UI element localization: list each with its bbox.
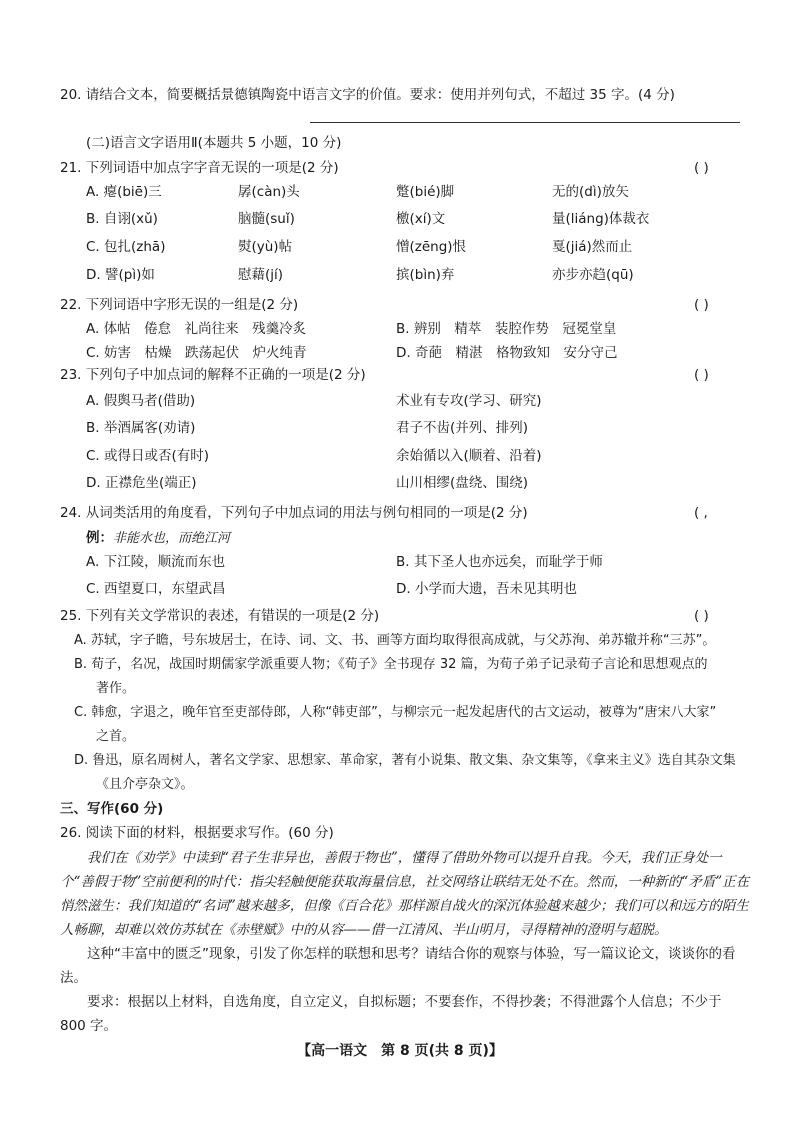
q24-option-d: D. 小学而大遗，吾未见其明也 [396, 581, 577, 597]
q21-option-d3: 摈(bìn)弃 [396, 267, 455, 283]
q23-option-c2: 余始循以入(顺着、沿着) [396, 448, 542, 464]
q23-option-d1: D. 正襟危坐(端正) [86, 475, 197, 491]
q25-option-d: D. 鲁迅，原名周树人，著名文学家、思想家、革命家，著有小说集、散文集、杂文集等，《拿来主义》选自其杂文集 [74, 753, 736, 768]
q21-option-a3: 蹩(bié)脚 [396, 184, 455, 200]
q21-option-a1: A. 瘪(biē)三 [86, 184, 162, 200]
section-3-header: 三、写作(60 分) [60, 801, 164, 817]
q22-option-a: A. 体帖 倦怠 礼尚往来 残羹冷炙 [86, 321, 307, 337]
q21-option-d4: 亦步亦趋(qū) [552, 267, 634, 283]
q21-option-c3: 憎(zēng)恨 [396, 239, 467, 255]
q21-option-b4: 量(liáng)体裁衣 [552, 211, 650, 227]
example-label: 例： [86, 530, 113, 546]
q22-option-c: C. 妨害 枯燥 跌荡起伏 炉火纯青 [86, 345, 307, 361]
question-25-stem: 25. 下列有关文学常识的表述，有错误的一项是(2 分) [60, 608, 380, 624]
q22-option-b: B. 辨别 精萃 装腔作势 冠冕堂皇 [396, 321, 617, 337]
q21-option-d1: D. 譬(pì)如 [86, 267, 155, 283]
q21-option-c2: 熨(yù)帖 [238, 239, 293, 255]
question-20: 20. 请结合文本，简要概括景德镇陶瓷中语言文字的价值。要求：使用并列句式，不超过 35 字。(4 分) [60, 87, 675, 103]
q24-option-a: A. 下江陵，顺流而东也 [86, 554, 226, 570]
q25-option-b-cont: 著作。 [96, 681, 136, 696]
answer-bracket-23: ( ) [694, 367, 709, 383]
q21-option-a4: 无的(dì)放矢 [552, 184, 629, 200]
answer-bracket-24: ( , [694, 505, 708, 521]
q21-option-c4: 戛(jiá)然而止 [552, 239, 633, 255]
question-22-stem: 22. 下列词语中字形无误的一组是(2 分) [60, 297, 299, 313]
q23-option-b1: B. 举酒属客(劝请) [86, 420, 196, 436]
page-footer: 【高一语文 第 8 页(共 8 页)】 [297, 1043, 503, 1059]
q25-option-b: B. 荀子，名况，战国时期儒家学派重要人物；《荀子》全书现存 32 篇，为荀子弟子记录荀子言论和思想观点的 [74, 657, 708, 672]
example-sentence: 非能水也，而绝江河 [113, 531, 231, 546]
answer-bracket-25: ( ) [694, 608, 709, 624]
question-21-stem: 21. 下列词语中加点字字音无误的一项是(2 分) [60, 160, 339, 176]
q21-option-c1: C. 包扎(zhā) [86, 239, 166, 255]
q26-requirements: 要求：根据以上材料，自选角度，自立定义，自拟标题；不要套作，不得抄袭；不得泄露个人信息；不少于 800 字。 [60, 994, 722, 1034]
q25-option-c: C. 韩愈，字退之，晚年官至吏部侍郎，人称“韩吏部”，与柳宗元一起发起唐代的古文运动，被尊为“唐宋八大家” [74, 705, 717, 720]
q23-option-a2: 术业有专攻(学习、研究) [396, 393, 542, 409]
q23-option-c1: C. 或得日或否(有时) [86, 448, 210, 464]
q24-option-b: B. 其下圣人也亦远矣，而耻学于师 [396, 554, 603, 570]
answer-bracket-22: ( ) [694, 297, 709, 313]
q23-option-a1: A. 假舆马者(借助) [86, 393, 196, 409]
question-24-stem: 24. 从词类活用的角度看，下列句子中加点词的用法与例句相同的一项是(2 分) [60, 505, 528, 521]
q22-option-d: D. 奇葩 精湛 格物致知 安分守己 [396, 345, 618, 361]
q25-option-d-cont: 《且介亭杂文》。 [96, 777, 194, 792]
q26-prompt: 这种“丰富中的匮乏”现象，引发了你怎样的联想和思考？请结合你的观察与体验，写一篇议论文，谈谈你的看法。 [60, 946, 736, 986]
q21-option-a2: 孱(càn)头 [238, 184, 300, 200]
q25-option-a: A. 苏轼，字子瞻，号东坡居士，在诗、词、文、书、画等方面均取得很高成就，与父苏洵、弟苏辙并称“三苏”。 [74, 633, 716, 648]
q24-option-c: C. 西望夏口，东望武昌 [86, 581, 226, 597]
question-26-stem: 26. 阅读下面的材料，根据要求写作。(60 分) [60, 825, 334, 841]
q23-option-d2: 山川相缪(盘绕、围绕) [396, 475, 529, 491]
q21-option-b2: 脑髓(suǐ) [238, 211, 295, 227]
q21-option-d2: 慰藉(jí) [238, 267, 284, 283]
section-2-header: (二)语言文字语用Ⅱ(本题共 5 小题，10 分) [86, 135, 342, 151]
question-23-stem: 23. 下列句子中加点词的解释不正确的一项是(2 分) [60, 367, 366, 383]
q26-material: 我们在《劝学》中读到“君子生非异也，善假于物也”，懂得了借助外物可以提升自我。今天，我们正身处一个“善假于物”空前便利的时代：指尖轻触便能获取海量信息，社交网络让联结无处不在。然而，一种新的“矛盾”正在悄然滋生：我们知道的“名词”越来越多，但像《百合花》那样源自战火的深沉体验越来越少；我们可以和远方的陌生人畅聊，却难以效仿苏轼在《赤壁赋》中的从容——借一江清风、半山明月，寻得精神的澄明与超脱。 [60, 850, 750, 938]
q25-option-c-cont: 之首。 [96, 729, 136, 744]
q21-option-b3: 檄(xí)文 [396, 211, 446, 227]
q24-example [86, 529, 230, 548]
q21-option-b1: B. 自诩(xǔ) [86, 211, 158, 227]
answer-line [310, 122, 740, 123]
answer-bracket-21: ( ) [694, 160, 709, 176]
q23-option-b2: 君子不齿(并列、排列) [396, 420, 529, 436]
